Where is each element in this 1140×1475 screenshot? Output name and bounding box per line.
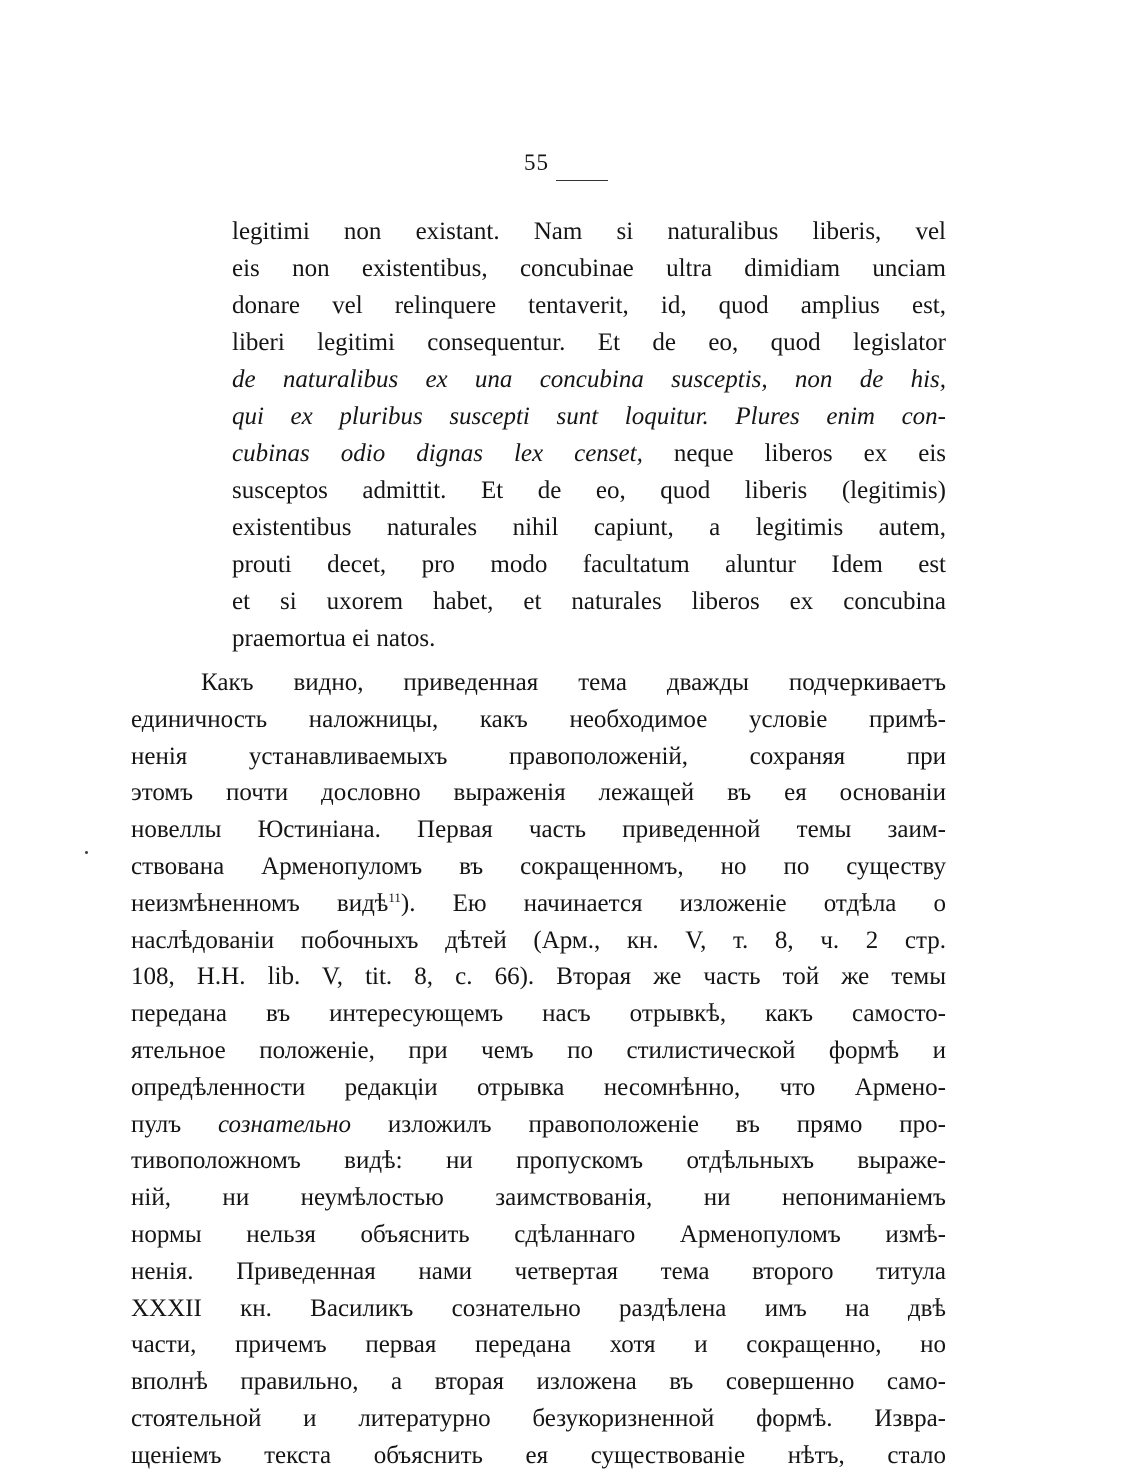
latin-line: legitimi non existant. Nam si naturalibus liberis, vel [232,218,946,245]
page-number: 55 [524,150,549,175]
body-line: ятельное положеніе, при чемъ по стилистической формѣ и [131,1036,946,1064]
russian-commentary [131,665,946,1475]
body-line: наслѣдованіи побочныхъ дѣтей (Арм., кн. V, т. 8, ч. 2 стр. [131,926,946,954]
body-line: части, причемъ первая передана хотя и сокращенно, но [131,1331,946,1359]
latin-line: eis non existentibus, concubinae ultra dimidiam unciam [232,255,946,282]
body-line: XXXII кн. Василикъ сознательно раздѣлена имъ на двѣ [131,1294,946,1322]
footnote-marker: 11 [388,889,401,905]
body-line: 108, H.H. lib. V, tit. 8, c. 66). Вторая же часть той же темы [131,963,946,991]
emphasis-word: сознательно [218,1110,352,1138]
latin-italic-run: cubinas odio dignas lex censet, [232,440,643,467]
body-line: Какъ видно, приведенная тема дважды подчеркиваетъ [201,669,946,696]
body-line: вполнѣ правильно, а вторая изложена въ совершенно само- [131,1368,946,1396]
page-number-rule [556,180,608,181]
latin-line: et si uxorem habet, et naturales liberos ex concubina [232,588,946,615]
body-line-with-emphasis [131,1107,946,1144]
latin-line: existentibus naturales nihil capiunt, a legitimis autem, [232,514,946,541]
latin-line-mixed [232,435,946,472]
body-line: ній, ни неумѣлостью заимствованія, ни непониманіемъ [131,1184,946,1212]
latin-line: liberi legitimi consequentur. Et de eo, quod legislator [232,329,946,356]
body-line: передана въ интересующемъ насъ отрывкѣ, какъ самосто- [131,1000,946,1028]
latin-quotation [232,213,946,657]
body-line: ненія. Приведенная нами четвертая тема второго титула [131,1257,946,1285]
body-line: этомъ почти дословно выраженія лежащей въ ея основаніи [131,779,946,807]
body-line: щеніемъ текста объяснить ея существованіе нѣтъ, стало [131,1441,946,1469]
body-line: опредѣленности редакціи отрывка несомнѣнно, что Армено- [131,1073,946,1101]
emphasis-tail: изложилъ правоположеніе въ прямо про- [351,1110,946,1138]
emphasis-lead: пулъ [131,1110,219,1138]
latin-line: praemortua ei natos. [232,625,436,652]
body-line: стоятельной и литературно безукоризненной формѣ. Извра- [131,1404,946,1432]
latin-line: donare vel relinquere tentaverit, id, quod amplius est, [232,292,946,319]
latin-line-italic: de naturalibus ex una concubina susceptis, non de his, [232,366,946,393]
body-line: ствована Арменопуломъ въ сокращенномъ, но по существу [131,852,946,880]
footnote-lead: неизмѣненномъ видѣ [131,889,389,917]
latin-roman-run: neque liberos ex eis [642,440,946,467]
latin-line: prouti decet, pro modo facultatum aluntur Idem est [232,551,946,578]
scan-speck [85,851,88,854]
body-line: нормы нельзя объяснить сдѣланнаго Арменопуломъ измѣ- [131,1220,946,1248]
body-line: новеллы Юстиніана. Первая часть приведенной темы заим- [131,816,946,844]
footnote-tail: ). Ею начинается изложеніе отдѣла о [400,889,946,917]
latin-line-italic: qui ex pluribus suscepti sunt loquitur. Plures enim con- [232,403,946,430]
body-line: ненія устанавливаемыхъ правоположеній, сохраняя при [131,742,946,770]
body-line: тивоположномъ видѣ: ни пропускомъ отдѣльныхъ выраже- [131,1147,946,1175]
body-line-with-footnote [131,886,946,923]
body-line: единичность наложницы, какъ необходимое условіе примѣ- [131,705,946,733]
latin-line: susceptos admittit. Et de eo, quod liberis (legitimis) [232,477,946,504]
